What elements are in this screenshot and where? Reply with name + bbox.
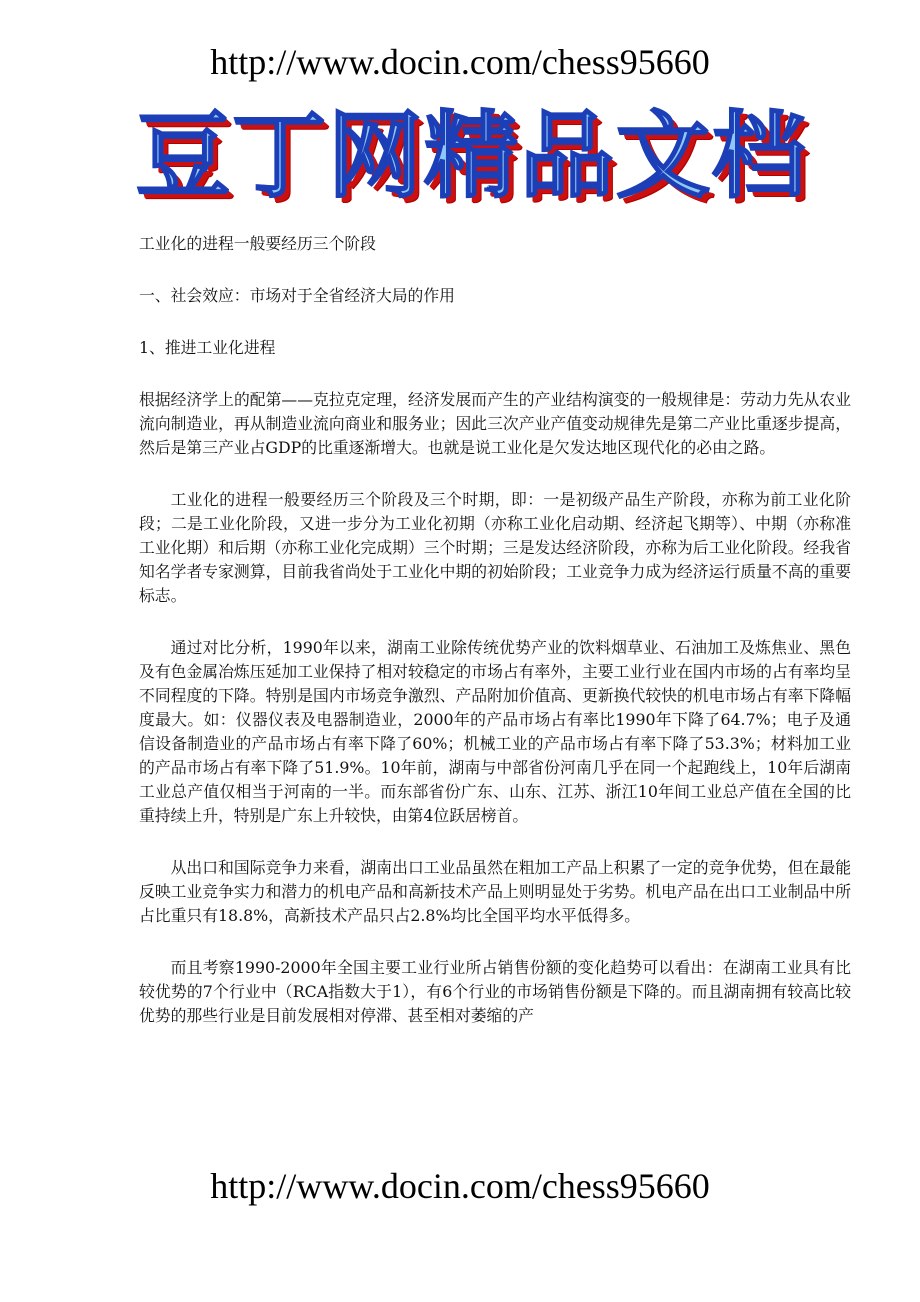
document-body [139,232,851,1056]
section-heading: 一、社会效应：市场对于全省经济大局的作用 [139,286,455,305]
paragraph-2: 工业化的进程一般要经历三个阶段及三个时期，即：一是初级产品生产阶段，亦称为前工业化阶段；二是工业化阶段，又进一步分为工业化初期（亦称工业化启动期、经济起飞期等）、中期（亦称准工业化期）和后期（亦称工业化完成期）三个时期；三是发达经济阶段，亦称为后工业化阶段。经我省知名学者专家测算，目前我省尚处于工业化中期的初始阶段；工业竞争力成为经济运行质量不高的重要标志。 [139,490,851,605]
paragraph-1: 根据经济学上的配第——克拉克定理，经济发展而产生的产业结构演变的一般规律是：劳动力先从农业流向制造业，再从制造业流向商业和服务业；因此三次产业产值变动规律先是第二产业比重逐步提高，然后是第三产业占GDP的比重逐渐增大。也就是说工业化是欠发达地区现代化的必由之路。 [139,390,851,457]
paragraph-5: 而且考察1990-2000年全国主要工业行业所占销售份额的变化趋势可以看出：在湖南工业具有比较优势的7个行业中（RCA指数大于1），有6个行业的市场销售份额是下降的。而且湖南拥有较高比较优势的那些行业是目前发展相对停滞、甚至相对萎缩的产 [139,958,851,1025]
subsection-heading: 1、推进工业化进程 [139,338,276,357]
footer-url: http://www.docin.com/chess95660 [210,1166,710,1206]
document-title: 工业化的进程一般要经历三个阶段 [139,234,376,253]
header-url: http://www.docin.com/chess95660 [210,42,710,82]
paragraph-3: 通过对比分析，1990年以来，湖南工业除传统优势产业的饮料烟草业、石油加工及炼焦业、黑色及有色金属冶炼压延加工业保持了相对较稳定的市场占有率外，主要工业行业在国内市场的占有率均呈不同程度的下降。特别是国内市场竞争激烈、产品附加价值高、更新换代较快的机电市场占有率下降幅度最大。如：仪器仪表及电器制造业，2000年的产品市场占有率比1990年下降了64.7%；电子及通信设备制造业的产品市场占有率下降了60%；机械工业的产品市场占有率下降了53.3%；材料加工业的产品市场占有率下降了51.9%。10年前，湖南与中部省份河南几乎在同一个起跑线上，10年后湖南工业总产值仅相当于河南的一半。而东部省份广东、山东、江苏、浙江10年间工业总产值在全国的比重持续上升，特别是广东上升较快，由第4位跃居榜首。 [139,638,851,825]
banner-title: 豆丁网精品文档 [136,102,809,211]
paragraph-4: 从出口和国际竞争力来看，湖南出口工业品虽然在粗加工产品上积累了一定的竞争优势，但在最能反映工业竞争实力和潜力的机电产品和高新技术产品上则明显处于劣势。机电产品在出口工业制品中所占比重只有18.8%，高新技术产品只占2.8%均比全国平均水平低得多。 [139,858,851,925]
